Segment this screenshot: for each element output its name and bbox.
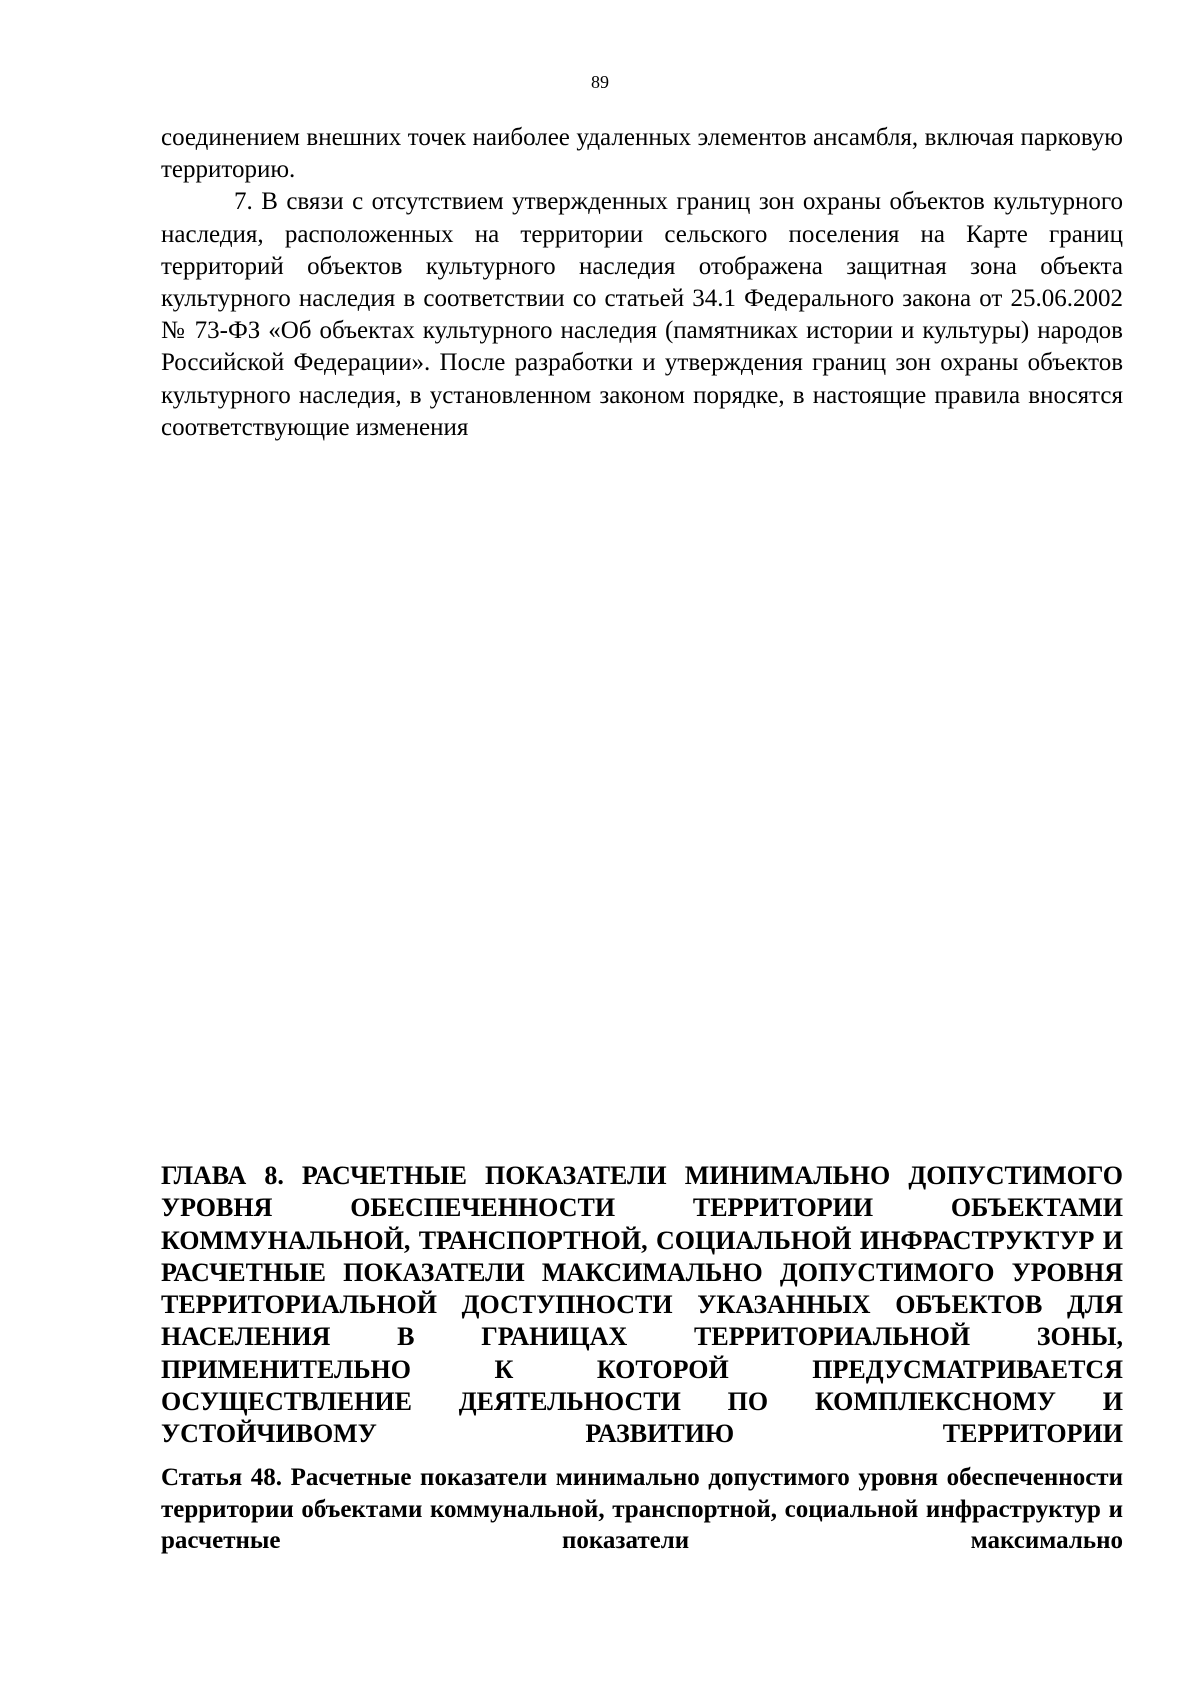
continuation-paragraph: соединением внешних точек наиболее удаленных элементов ансамбля, включая парковую территорию.: [161, 124, 1123, 184]
item-7-paragraph: 7. В связи с отсутствием утвержденных границ зон охраны объектов культурного наследия, расположенных на территории сельского поселения на Карте границ территорий объектов культурного наследия отображена защитная зона объекта культурного наследия в соответствии со статьей 34.1 Федерального закона от 25.06.2002 № 73-ФЗ «Об объектах культурного наследия (памятниках истории и культуры) народов Российской Федерации». После разработки и утверждения границ зон охраны объектов культурного наследия, в установленном законом порядке, в настоящие правила вносятся соответствующие изменения: [161, 188, 1123, 441]
body-text: [161, 122, 1123, 444]
article-heading: Статья 48. Расчетные показатели минимально допустимого уровня обеспеченности территории объектами коммунальной, транспортной, социальной инфраструктур и расчетные показатели максимально: [161, 1464, 1123, 1554]
chapter-heading: ГЛАВА 8. РАСЧЕТНЫЕ ПОКАЗАТЕЛИ МИНИМАЛЬНО ДОПУСТИМОГО УРОВНЯ ОБЕСПЕЧЕННОСТИ ТЕРРИТОРИИ ОБЪЕКТАМИ КОММУНАЛЬНОЙ, ТРАНСПОРТНОЙ, СОЦИАЛЬНОЙ ИНФРАСТРУКТУР И РАСЧЕТНЫЕ ПОКАЗАТЕЛИ МАКСИМАЛЬНО ДОПУСТИМОГО УРОВНЯ ТЕРРИТОРИАЛЬНОЙ ДОСТУПНОСТИ УКАЗАННЫХ ОБЪЕКТОВ ДЛЯ НАСЕЛЕНИЯ В ГРАНИЦАХ ТЕРРИТОРИАЛЬНОЙ ЗОНЫ, ПРИМЕНИТЕЛЬНО К КОТОРОЙ ПРЕДУСМАТРИВАЕТСЯ ОСУЩЕСТВЛЕНИЕ ДЕЯТЕЛЬНОСТИ ПО КОМПЛЕКСНОМУ И УСТОЙЧИВОМУ РАЗВИТИЮ ТЕРРИТОРИИ: [161, 1161, 1123, 1449]
page-number: 89: [591, 72, 609, 92]
